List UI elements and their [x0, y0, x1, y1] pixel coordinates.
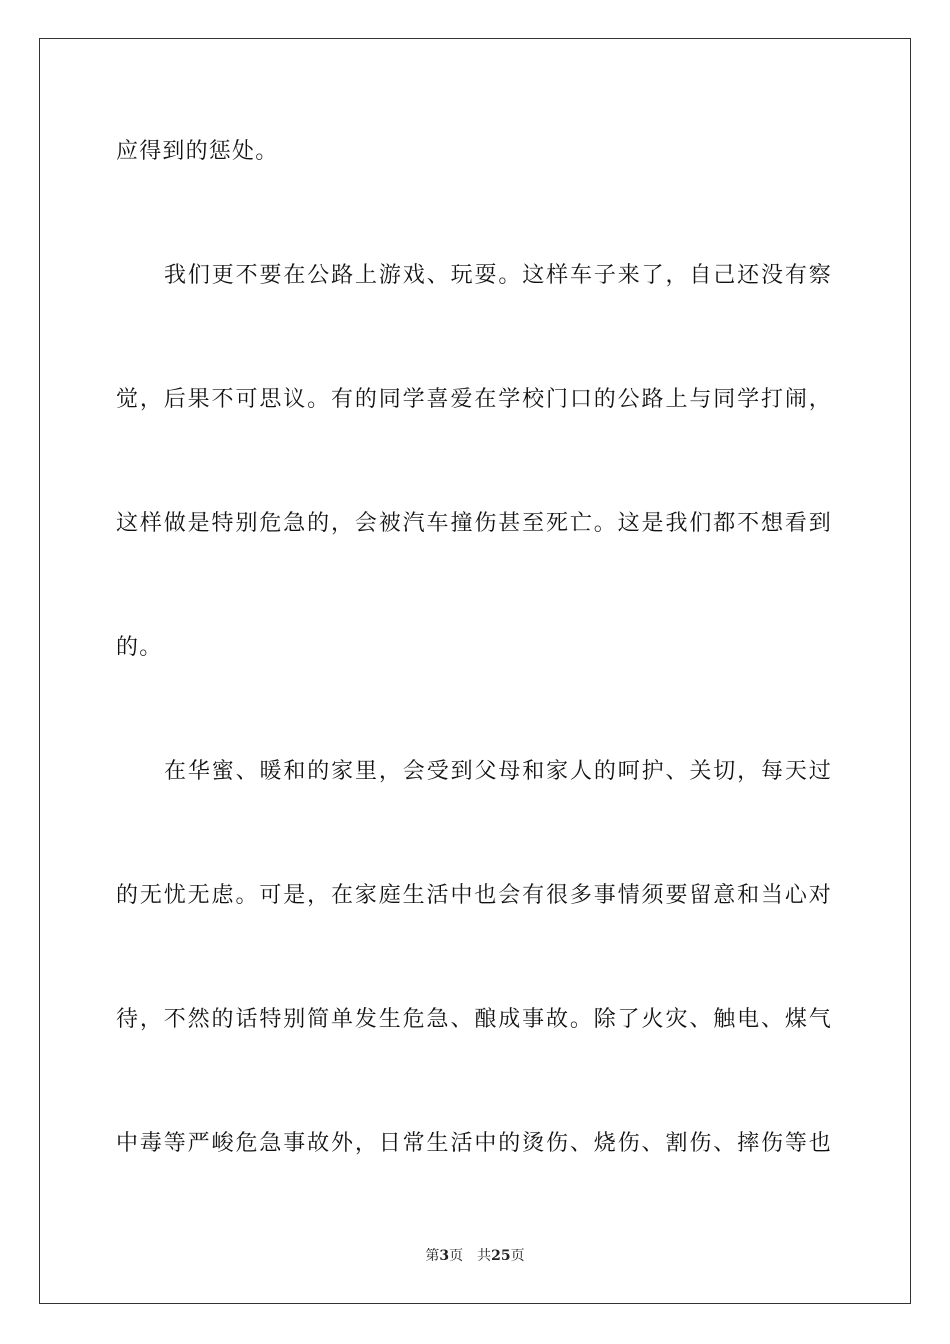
page-footer — [0, 1247, 950, 1265]
page-label-prefix: 第 — [425, 1248, 440, 1264]
text-line: 这样做是特别危急的，会被汽车撞伤甚至死亡。这是我们都不想看到 — [116, 511, 832, 536]
text-line: 在华蜜、暖和的家里，会受到父母和家人的呵护、关切，每天过 — [164, 759, 832, 784]
total-label-suffix: 页 — [510, 1248, 525, 1264]
current-page-number: 3 — [439, 1248, 450, 1264]
page-label-suffix: 页 — [449, 1248, 464, 1264]
text-line: 应得到的惩处。 — [116, 139, 279, 164]
text-line: 中毒等严峻危急事故外，日常生活中的烫伤、烧伤、割伤、摔伤等也 — [116, 1131, 832, 1156]
text-line: 的。 — [116, 635, 163, 660]
total-page-count: 25 — [491, 1248, 511, 1264]
total-label-prefix: 共 — [477, 1248, 492, 1264]
text-line: 我们更不要在公路上游戏、玩耍。这样车子来了，自己还没有察 — [164, 263, 832, 288]
text-line: 觉，后果不可思议。有的同学喜爱在学校门口的公路上与同学打闹， — [116, 387, 832, 412]
page-border — [39, 38, 911, 1304]
text-line: 的无忧无虑。可是，在家庭生活中也会有很多事情须要留意和当心对 — [116, 883, 832, 908]
text-line: 待，不然的话特别简单发生危急、酿成事故。除了火灾、触电、煤气 — [116, 1007, 832, 1032]
